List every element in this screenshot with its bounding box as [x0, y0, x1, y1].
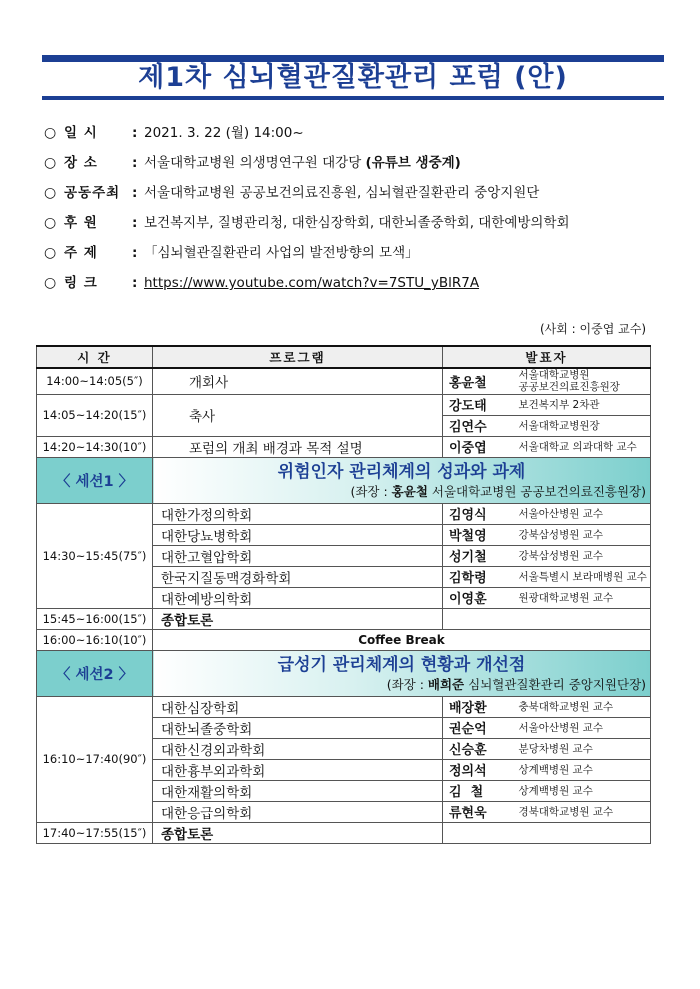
info-value: 2021. 3. 22 (월) 14:00~ [144, 125, 304, 141]
table-row: 대한재활의학회 김 철 상계백병원 교수 [37, 780, 651, 801]
page-title: 제1차 심뇌혈관질환관리 포럼 (안) [138, 62, 568, 93]
table-row: 김연수 서울대학교병원장 [37, 415, 651, 436]
table-row: 14:30~15:45(75″) 대한가정의학회 김영식 서울아산병원 교수 [37, 503, 651, 524]
info-label: 공동주최 [64, 185, 121, 201]
coffee-break-row: 16:00~16:10(10″) Coffee Break [37, 629, 651, 650]
info-value: 「심뇌혈관질환관리 사업의 발전방향의 모색」 [144, 245, 419, 261]
session1-chair: (좌장 : 홍윤철 서울대학교병원 공공보건의료진흥원장) [350, 484, 647, 499]
info-value: 서울대학교병원 공공보건의료진흥원, 심뇌혈관질환관리 중앙지원단 [144, 185, 540, 201]
title-bar [42, 55, 664, 99]
youtube-link[interactable]: https://www.youtube.com/watch?v=7STU_yBlR7A [144, 275, 480, 291]
info-place: ○ 장 소 : 서울대학교병원 의생명연구원 대강당 (유튜브 생중계) [44, 148, 664, 178]
table-header-row [37, 346, 651, 368]
circle-bullet-icon: ○ [44, 155, 57, 171]
info-label: 후 원 [64, 215, 98, 231]
session1-header [37, 457, 651, 503]
schedule-table [36, 345, 651, 844]
table-row: 14:20~14:30(10″) 포럼의 개최 배경과 목적 설명 이중엽 서울대학교 의과대학 교수 [37, 436, 651, 457]
info-date: ○ 일 시 : 2021. 3. 22 (월) 14:00~ [44, 118, 664, 148]
circle-bullet-icon: ○ [44, 245, 57, 261]
session2-chair: (좌장 : 배희준 심뇌혈관질환관리 중앙지원단장) [386, 677, 647, 692]
table-row: 대한당뇨병학회 박철영 강북삼성병원 교수 [37, 524, 651, 545]
moderator-note: (사회 : 이중엽 교수) [540, 322, 646, 336]
table-row: 17:40~17:55(15″) 종합토론 [37, 822, 651, 843]
info-host: ○ 공동주최 : 서울대학교병원 공공보건의료진흥원, 심뇌혈관질환관리 중앙지원단 [44, 178, 664, 208]
info-label: 링 크 [64, 275, 98, 291]
circle-bullet-icon: ○ [44, 215, 57, 231]
info-link: ○ 링 크 : https://www.youtube.com/watch?v=7STU_yBlR7A [44, 268, 664, 298]
table-row: 15:45~16:00(15″) 종합토론 [37, 608, 651, 629]
title-rule-bottom [42, 96, 664, 100]
table-row: 대한응급의학회 류현욱 경북대학교병원 교수 [37, 801, 651, 822]
table-row: 16:10~17:40(90″) 대한심장학회 배장환 충북대학교병원 교수 [37, 696, 651, 717]
info-theme: ○ 주 제 : 「심뇌혈관질환관리 사업의 발전방향의 모색」 [44, 238, 664, 268]
event-info [44, 118, 664, 298]
circle-bullet-icon: ○ [44, 125, 57, 141]
header-time: 시 간 [37, 346, 153, 368]
info-value: 보건복지부, 질병관리청, 대한심장학회, 대한뇌졸중학회, 대한예방의학회 [144, 215, 570, 231]
header-program: 프로그램 [153, 346, 443, 368]
table-row: 대한신경외과학회 신승훈 분당차병원 교수 [37, 738, 651, 759]
session1-title: 위험인자 관리체계의 성과와 과제 [277, 462, 526, 482]
livestream-note: (유튜브 생중계) [365, 155, 461, 171]
table-row: 대한뇌졸중학회 권순억 서울아산병원 교수 [37, 717, 651, 738]
table-row: 대한흉부외과학회 정의석 상계백병원 교수 [37, 759, 651, 780]
session1-label: 〈 세션1 〉 [37, 457, 153, 503]
table-row: 한국지질동맥경화학회 김학령 서울특별시 보라매병원 교수 [37, 566, 651, 587]
table-row: 14:05~14:20(15″) 축사 강도태 보건복지부 2차관 [37, 394, 651, 415]
session2-header [37, 650, 651, 696]
table-row: 대한예방의학회 이영훈 원광대학교병원 교수 [37, 587, 651, 608]
info-label: 주 제 [64, 245, 98, 261]
circle-bullet-icon: ○ [44, 185, 57, 201]
table-row: 14:00~14:05(5″) 개회사 홍윤철 서울대학교병원 공공보건의료진흥원장 [37, 368, 651, 394]
info-label: 일 시 [64, 125, 98, 141]
header-presenter: 발표자 [443, 346, 651, 368]
circle-bullet-icon: ○ [44, 275, 57, 291]
session2-title: 급성기 관리체계의 현황과 개선점 [277, 655, 526, 675]
session2-label: 〈 세션2 〉 [37, 650, 153, 696]
info-value: 서울대학교병원 의생명연구원 대강당 (유튜브 생중계) [144, 155, 461, 171]
table-row: 대한고혈압학회 성기철 강북삼성병원 교수 [37, 545, 651, 566]
info-label: 장 소 [64, 155, 98, 171]
info-sponsor: ○ 후 원 : 보건복지부, 질병관리청, 대한심장학회, 대한뇌졸중학회, 대한예방의학회 [44, 208, 664, 238]
